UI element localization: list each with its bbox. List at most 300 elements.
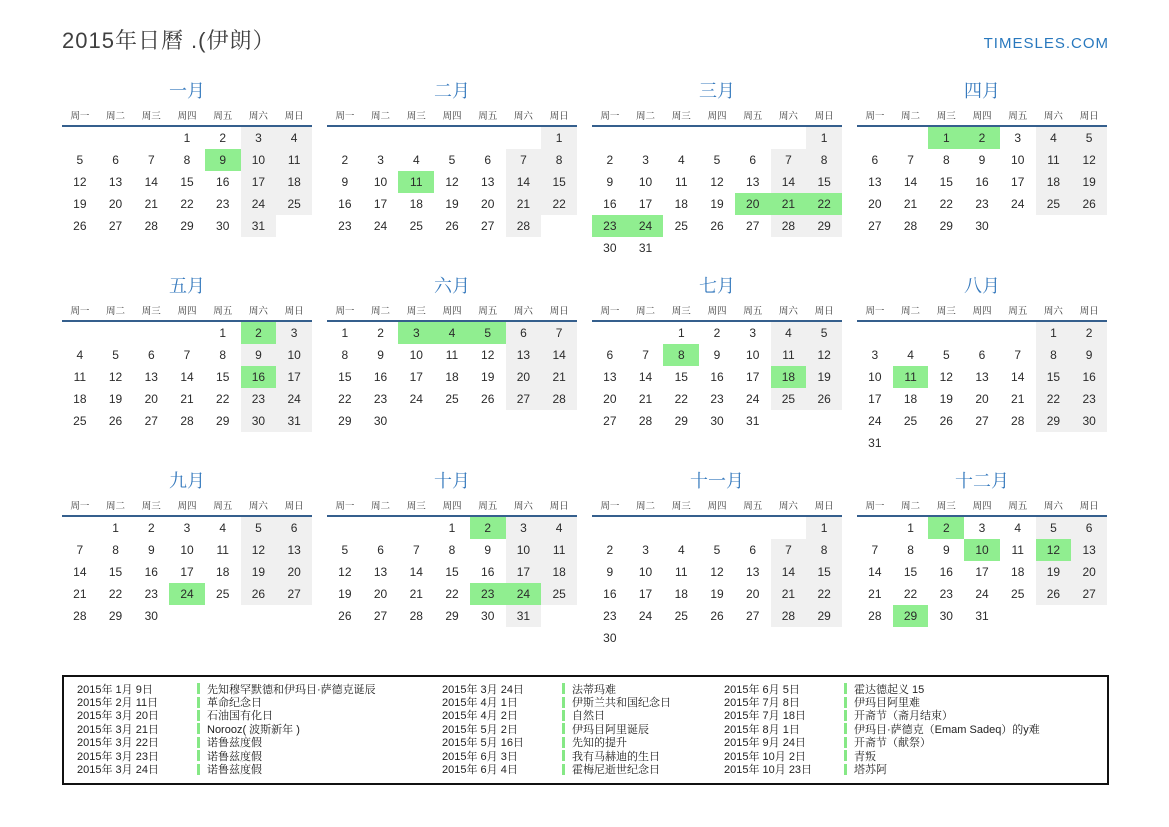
day-cell: 7 [1014, 348, 1022, 362]
holiday-date: 2015年 6月 3日 [442, 750, 518, 763]
day-cell: 24 [373, 219, 388, 233]
weekday-label: 周五 [213, 306, 233, 317]
day-cell: 11 [216, 543, 229, 557]
day-cell: 2 [341, 153, 349, 167]
holiday-day-cell: 23 [592, 215, 628, 237]
weekday-label: 周二 [371, 111, 391, 122]
weekday-label: 周四 [972, 111, 992, 122]
day-cell: 26 [338, 609, 352, 623]
month-9 [62, 468, 312, 663]
day-cell: 12 [338, 565, 352, 579]
day-cell: 20 [975, 392, 989, 406]
weekday-label: 周四 [177, 111, 197, 122]
day-cell: 12 [939, 370, 953, 384]
weekday-label: 周一 [70, 501, 90, 512]
day-cell: 8 [806, 149, 842, 171]
day-cell: 25 [445, 392, 459, 406]
day-cell: 9 [1071, 344, 1107, 366]
day-cell: 30 [373, 414, 388, 428]
weekday-label: 周日 [284, 111, 304, 122]
empty-cell [363, 127, 399, 149]
empty-cell [735, 517, 771, 539]
day-cell: 16 [603, 587, 617, 601]
weekday-header [592, 303, 842, 322]
empty-cell [1000, 322, 1036, 344]
day-cell: 13 [746, 175, 760, 189]
day-cell: 26 [806, 388, 842, 410]
day-cell: 12 [710, 565, 724, 579]
weekday-label: 周五 [1008, 306, 1028, 317]
day-cell: 18 [674, 587, 688, 601]
weekday-label: 周三 [141, 111, 161, 122]
holiday-marker-icon [197, 697, 200, 708]
day-cell: 11 [1011, 543, 1024, 557]
day-cell: 21 [868, 587, 882, 601]
day-cell: 19 [710, 587, 724, 601]
weekday-label: 周四 [442, 306, 462, 317]
day-cell: 5 [713, 153, 721, 167]
day-cell: 22 [939, 197, 953, 211]
empty-cell [398, 410, 434, 432]
day-cell: 29 [216, 414, 230, 428]
day-cell: 1 [677, 326, 685, 340]
day-cell: 3 [642, 543, 649, 557]
empty-cell [363, 517, 399, 539]
day-cell: 16 [216, 175, 230, 189]
day-cell: 11 [675, 175, 688, 189]
day-cell: 13 [746, 565, 760, 579]
day-cell: 15 [541, 171, 577, 193]
holiday-name: 塔苏阿 [854, 764, 887, 777]
weekday-label: 周二 [901, 501, 921, 512]
empty-cell [628, 127, 664, 149]
empty-cell [398, 517, 434, 539]
weekday-label: 周一 [335, 501, 355, 512]
day-cell: 5 [241, 517, 277, 539]
header [62, 24, 1109, 64]
day-cell: 24 [746, 392, 760, 406]
day-cell: 30 [481, 609, 495, 623]
day-cell: 3 [241, 127, 277, 149]
day-cell: 2 [147, 521, 155, 535]
empty-cell [434, 127, 470, 149]
day-cell: 11 [276, 149, 312, 171]
empty-cell [771, 517, 807, 539]
weekday-label: 周日 [814, 306, 834, 317]
holiday-date: 2015年 9月 24日 [724, 737, 806, 750]
empty-cell [771, 237, 807, 259]
empty-cell [663, 517, 699, 539]
day-cell: 17 [1011, 175, 1025, 189]
day-cell: 7 [907, 153, 914, 167]
holiday-name: 石油国有化日 [207, 710, 273, 723]
holiday-name: 先知的提升 [572, 737, 627, 750]
day-cell: 13 [868, 175, 882, 189]
day-cell: 22 [216, 392, 230, 406]
day-cell: 21 [903, 197, 918, 211]
day-cell: 6 [871, 153, 879, 167]
day-grid [592, 517, 842, 649]
day-cell: 2 [219, 131, 227, 145]
day-cell: 24 [868, 414, 882, 428]
day-cell: 12 [445, 175, 459, 189]
legend-column-2 [442, 682, 724, 776]
weekday-label: 周二 [371, 501, 391, 512]
day-cell: 10 [1011, 153, 1025, 167]
day-cell: 2 [377, 326, 384, 340]
day-cell: 23 [710, 392, 724, 406]
day-cell: 18 [1036, 171, 1072, 193]
day-cell: 28 [409, 609, 423, 623]
empty-cell [133, 322, 169, 344]
legend-column-3 [724, 682, 1094, 776]
holiday-day-cell: 3 [398, 322, 434, 344]
weekday-label: 周五 [1008, 501, 1028, 512]
day-cell: 17 [638, 587, 653, 601]
holiday-date: 2015年 5月 16日 [442, 737, 524, 750]
empty-cell [893, 127, 929, 149]
day-cell: 4 [1014, 521, 1022, 535]
empty-cell [398, 127, 434, 149]
weekday-label: 周一 [865, 306, 885, 317]
day-cell: 8 [183, 153, 191, 167]
weekday-header [327, 303, 577, 322]
holiday-name: 伊玛目·萨德克（Emam Sadeq）的y难 [854, 723, 1040, 736]
empty-cell [169, 605, 205, 627]
weekday-header [857, 498, 1107, 517]
day-cell: 8 [907, 543, 914, 557]
weekday-label: 周二 [636, 111, 656, 122]
day-cell: 20 [506, 366, 542, 388]
day-cell: 26 [939, 414, 953, 428]
day-cell: 11 [675, 565, 688, 579]
day-cell: 25 [73, 414, 87, 428]
day-cell: 6 [506, 322, 542, 344]
holiday-date: 2015年 6月 4日 [442, 764, 518, 777]
holiday-marker-icon [562, 750, 565, 761]
holiday-day-cell: 11 [893, 366, 929, 388]
day-cell: 29 [108, 609, 123, 623]
day-cell: 23 [241, 388, 277, 410]
weekday-label: 周五 [743, 111, 763, 122]
day-cell: 9 [713, 348, 721, 362]
day-cell: 15 [338, 370, 352, 384]
day-cell: 10 [746, 348, 760, 362]
day-cell: 29 [806, 215, 842, 237]
holiday-day-cell: 11 [398, 171, 434, 193]
day-cell: 21 [771, 583, 807, 605]
holiday-name: 先知穆罕默德和伊玛目·萨德克诞辰 [207, 683, 376, 696]
day-cell: 4 [541, 517, 577, 539]
holiday-marker-icon [197, 750, 200, 761]
holiday-date: 2015年 3月 23日 [77, 750, 159, 763]
day-cell: 15 [445, 565, 459, 579]
empty-cell [1071, 215, 1107, 237]
day-grid [592, 127, 842, 259]
day-cell: 14 [638, 370, 653, 384]
weekday-label: 周二 [106, 111, 126, 122]
weekday-label: 周三 [141, 501, 161, 512]
weekday-label: 周二 [106, 306, 126, 317]
months-grid [62, 78, 1109, 663]
holiday-marker-icon [844, 750, 847, 761]
weekday-label: 周四 [707, 306, 727, 317]
day-cell: 5 [76, 153, 84, 167]
weekday-label: 周日 [549, 501, 569, 512]
day-cell: 11 [771, 344, 807, 366]
brand-link[interactable]: TIMESLES.COM [983, 35, 1109, 52]
holiday-name: 我有马赫迪的生日 [572, 750, 660, 763]
day-cell: 3 [506, 517, 542, 539]
holiday-day-cell: 18 [771, 366, 807, 388]
day-cell: 27 [276, 583, 312, 605]
holiday-marker-icon [197, 764, 200, 775]
day-cell: 13 [506, 344, 542, 366]
weekday-label: 周一 [865, 501, 885, 512]
holiday-date: 2015年 4月 2日 [442, 710, 518, 723]
day-cell: 5 [806, 322, 842, 344]
day-cell: 21 [1011, 392, 1025, 406]
weekday-label: 周五 [213, 501, 233, 512]
day-cell: 18 [73, 392, 87, 406]
day-cell: 30 [710, 414, 724, 428]
weekday-label: 周六 [1043, 306, 1063, 317]
holiday-day-cell: 24 [628, 215, 664, 237]
empty-cell [699, 517, 735, 539]
holiday-day-cell: 9 [205, 149, 241, 171]
day-cell: 12 [1071, 149, 1107, 171]
weekday-label: 周六 [248, 306, 268, 317]
day-cell: 9 [377, 348, 384, 362]
day-cell: 19 [481, 370, 495, 384]
weekday-label: 周一 [70, 111, 90, 122]
holiday-marker-icon [197, 683, 200, 694]
day-cell: 16 [1071, 366, 1107, 388]
holiday-name: 自然日 [572, 710, 605, 723]
empty-cell [541, 605, 577, 627]
empty-cell [964, 322, 1000, 344]
day-cell: 10 [276, 344, 312, 366]
day-grid [857, 322, 1107, 454]
empty-cell [1036, 605, 1072, 627]
day-cell: 17 [638, 197, 653, 211]
day-cell: 28 [638, 414, 653, 428]
weekday-label: 周六 [248, 501, 268, 512]
month-title: 七月 [699, 276, 735, 296]
holiday-name: 霍梅尼逝世纪念日 [572, 764, 660, 777]
day-cell: 31 [276, 410, 312, 432]
day-cell: 18 [409, 197, 423, 211]
month-7 [592, 273, 842, 468]
holiday-name: 青叛 [854, 750, 876, 763]
day-cell: 22 [445, 587, 459, 601]
day-cell: 7 [412, 543, 420, 557]
day-cell: 23 [939, 587, 953, 601]
day-cell: 30 [1071, 410, 1107, 432]
empty-cell [893, 322, 929, 344]
empty-cell [628, 517, 664, 539]
day-cell: 13 [1071, 539, 1107, 561]
day-cell: 28 [771, 215, 807, 237]
holiday-name: 开斋节（献祭） [854, 737, 931, 750]
weekday-label: 周日 [1079, 306, 1099, 317]
day-cell: 25 [674, 609, 688, 623]
empty-cell [241, 605, 277, 627]
day-cell: 23 [975, 197, 989, 211]
day-cell: 1 [907, 521, 914, 535]
day-cell: 22 [903, 587, 918, 601]
month-title: 五月 [169, 276, 205, 296]
day-cell: 28 [144, 219, 158, 233]
month-title: 一月 [169, 81, 205, 101]
weekday-label: 周四 [442, 501, 462, 512]
month-8 [857, 273, 1107, 468]
weekday-label: 周三 [671, 501, 691, 512]
day-cell: 1 [341, 326, 349, 340]
day-cell: 2 [606, 153, 614, 167]
day-cell: 1 [112, 521, 119, 535]
day-cell: 21 [638, 392, 653, 406]
day-cell: 1 [541, 127, 577, 149]
weekday-header [62, 108, 312, 127]
holiday-marker-icon [844, 723, 847, 734]
holiday-marker-icon [197, 737, 200, 748]
day-grid [62, 127, 312, 237]
day-cell: 8 [1036, 344, 1072, 366]
day-cell: 23 [144, 587, 158, 601]
day-cell: 14 [180, 370, 194, 384]
day-cell: 8 [448, 543, 456, 557]
day-cell: 14 [541, 344, 577, 366]
day-cell: 13 [108, 175, 123, 189]
day-cell: 18 [903, 392, 918, 406]
holiday-date: 2015年 7月 18日 [724, 710, 806, 723]
day-cell: 12 [806, 344, 842, 366]
day-cell: 26 [445, 219, 459, 233]
day-cell: 12 [108, 370, 123, 384]
day-cell: 10 [373, 175, 388, 189]
empty-cell [62, 127, 98, 149]
day-cell: 2 [606, 543, 614, 557]
holiday-marker-icon [844, 683, 847, 694]
empty-cell [98, 322, 134, 344]
weekday-label: 周一 [600, 501, 620, 512]
day-cell: 14 [1011, 370, 1025, 384]
empty-cell [276, 215, 312, 237]
day-cell: 23 [1071, 388, 1107, 410]
day-cell: 13 [373, 565, 388, 579]
legend-entry [77, 762, 442, 775]
day-cell: 8 [806, 539, 842, 561]
day-cell: 15 [216, 370, 230, 384]
holiday-day-cell: 8 [663, 344, 699, 366]
day-cell: 23 [603, 609, 617, 623]
day-cell: 15 [180, 175, 194, 189]
day-cell: 6 [147, 348, 155, 362]
weekday-label: 周四 [177, 501, 197, 512]
day-cell: 15 [674, 370, 688, 384]
day-cell: 22 [806, 583, 842, 605]
day-grid [857, 517, 1107, 627]
day-cell: 24 [409, 392, 423, 406]
day-cell: 11 [541, 539, 577, 561]
holiday-marker-icon [844, 737, 847, 748]
day-cell: 27 [481, 219, 495, 233]
day-cell: 24 [241, 193, 277, 215]
day-cell: 9 [942, 543, 950, 557]
day-cell: 4 [677, 543, 685, 557]
day-cell: 19 [241, 561, 277, 583]
day-cell: 17 [868, 392, 882, 406]
day-cell: 22 [180, 197, 194, 211]
weekday-label: 周五 [478, 111, 498, 122]
holiday-day-cell: 2 [470, 517, 506, 539]
empty-cell [771, 627, 807, 649]
day-cell: 21 [409, 587, 423, 601]
day-cell: 16 [975, 175, 989, 189]
day-cell: 20 [108, 197, 123, 211]
empty-cell [893, 432, 929, 454]
day-cell: 5 [713, 543, 721, 557]
day-cell: 31 [746, 414, 760, 428]
day-cell: 16 [939, 565, 953, 579]
day-cell: 22 [108, 587, 123, 601]
holiday-date: 2015年 4月 1日 [442, 697, 518, 710]
day-cell: 4 [219, 521, 227, 535]
weekday-label: 周六 [1043, 501, 1063, 512]
day-cell: 27 [868, 219, 882, 233]
day-cell: 11 [73, 370, 87, 384]
holiday-date: 2015年 6月 5日 [724, 683, 800, 696]
day-cell: 24 [975, 587, 989, 601]
day-cell: 26 [1036, 583, 1072, 605]
day-cell: 21 [506, 193, 542, 215]
weekday-header [592, 108, 842, 127]
day-cell: 5 [112, 348, 119, 362]
day-cell: 26 [108, 414, 123, 428]
day-cell: 14 [506, 171, 542, 193]
empty-cell [735, 127, 771, 149]
day-cell: 6 [1071, 517, 1107, 539]
day-cell: 18 [541, 561, 577, 583]
day-cell: 20 [868, 197, 882, 211]
holiday-day-cell: 29 [893, 605, 929, 627]
day-cell: 15 [939, 175, 953, 189]
month-3 [592, 78, 842, 273]
month-title: 十二月 [955, 471, 1009, 491]
day-cell: 17 [409, 370, 423, 384]
month-title: 九月 [169, 471, 205, 491]
day-cell: 31 [241, 215, 277, 237]
empty-cell [663, 127, 699, 149]
empty-cell [327, 517, 363, 539]
empty-cell [169, 322, 205, 344]
day-cell: 6 [112, 153, 119, 167]
day-cell: 26 [241, 583, 277, 605]
day-cell: 19 [1036, 561, 1072, 583]
empty-cell [663, 237, 699, 259]
day-cell: 29 [939, 219, 953, 233]
weekday-label: 周三 [671, 306, 691, 317]
day-cell: 29 [1036, 410, 1072, 432]
empty-cell [806, 627, 842, 649]
holiday-name: Norooz( 波斯新年 ) [207, 723, 300, 736]
empty-cell [470, 127, 506, 149]
weekday-label: 周一 [600, 306, 620, 317]
day-cell: 6 [276, 517, 312, 539]
holiday-date: 2015年 10月 2日 [724, 750, 806, 763]
day-cell: 5 [942, 348, 950, 362]
